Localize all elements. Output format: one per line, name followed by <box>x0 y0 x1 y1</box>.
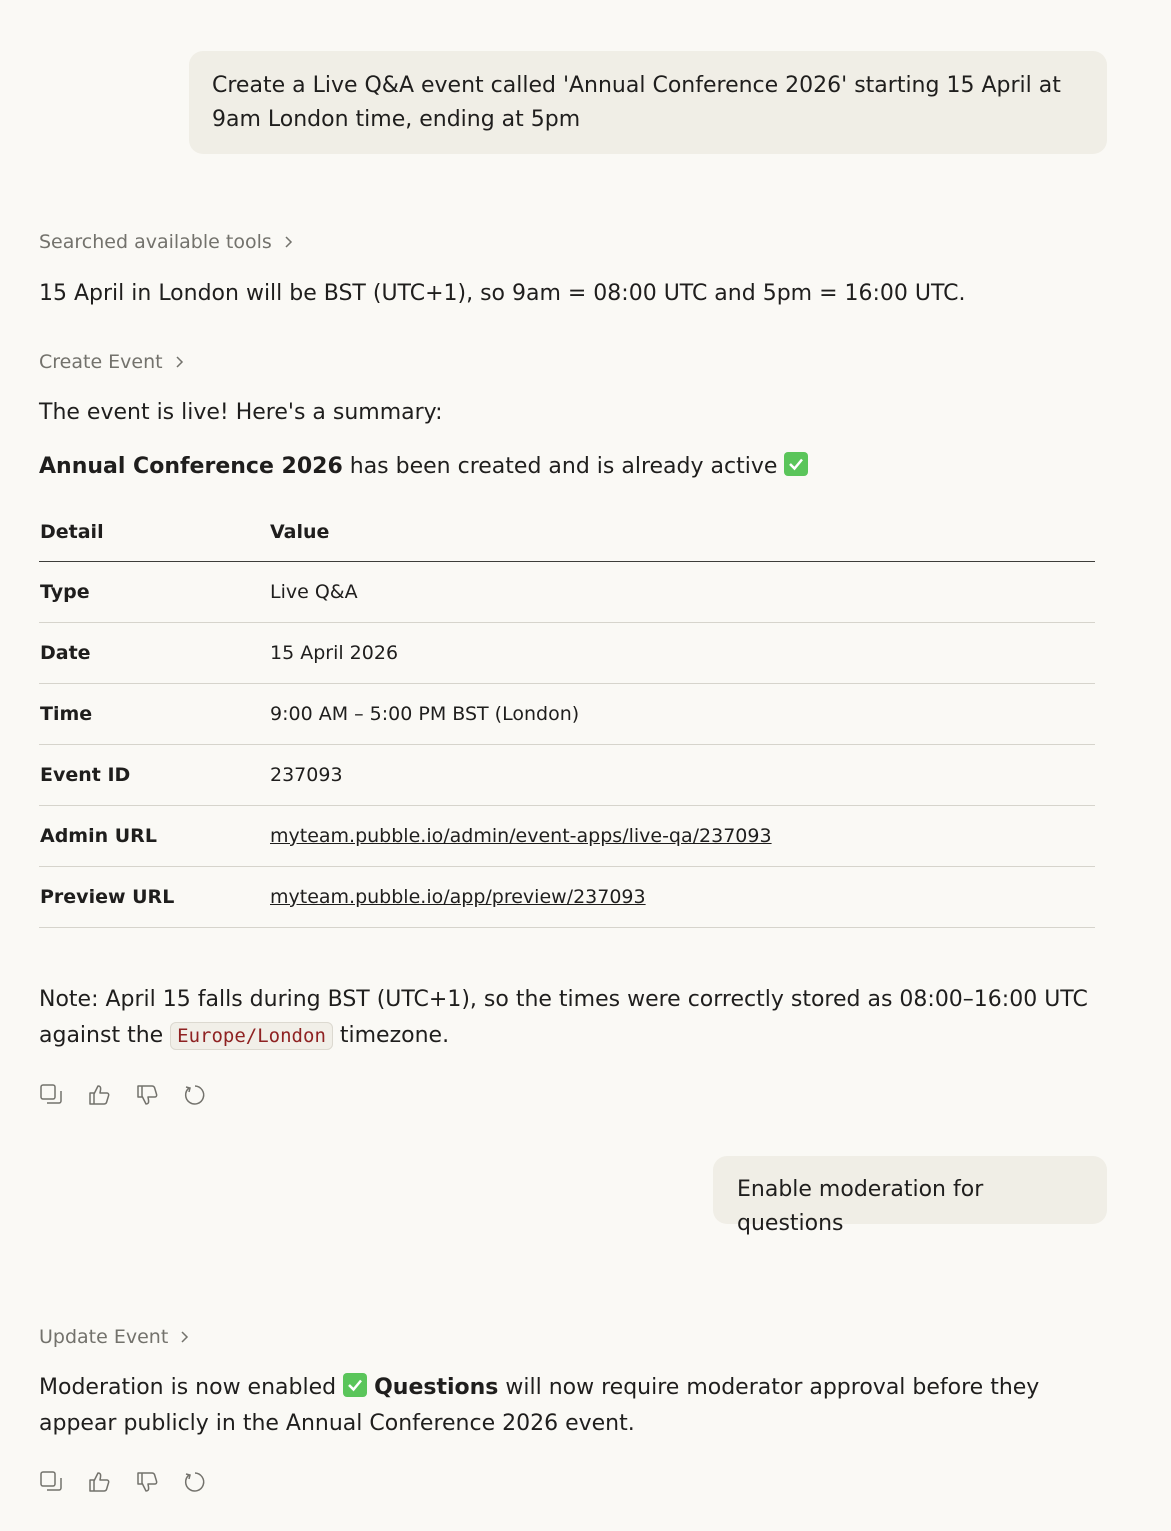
table-header-row <box>39 502 1095 562</box>
row-label: Date <box>39 623 269 684</box>
copy-icon[interactable] <box>39 1470 63 1494</box>
user-message-text: Create a Live Q&A event called 'Annual Conference 2026' starting 15 April at 9am London time, ending at 5pm <box>212 73 1061 132</box>
timezone-code: Europe/London <box>170 1022 333 1050</box>
user-message <box>189 51 1107 154</box>
row-value: Live Q&A <box>269 562 1095 623</box>
message-actions <box>39 1470 207 1494</box>
table-row <box>39 684 1095 745</box>
note-line-1: Note: April 15 falls during BST (UTC+1), so the times were correctly stored as 08:00–16:00 UTC <box>39 987 1088 1012</box>
chevron-right-icon <box>280 234 296 250</box>
tool-label: Searched available tools <box>39 231 272 253</box>
thumbs-up-icon[interactable] <box>87 1083 111 1107</box>
event-created-line <box>39 449 808 485</box>
message-actions <box>39 1083 207 1107</box>
moderation-line-2: appear publicly in the Annual Conference 2026 event. <box>39 1411 635 1436</box>
table-row <box>39 806 1095 867</box>
note-text: timezone. <box>332 1023 450 1048</box>
thumbs-down-icon[interactable] <box>135 1470 159 1494</box>
row-label: Type <box>39 562 269 623</box>
check-icon <box>343 1373 367 1397</box>
row-value: 15 April 2026 <box>269 623 1095 684</box>
row-value: 237093 <box>269 745 1095 806</box>
chevron-right-icon <box>171 354 187 370</box>
note-text: against the <box>39 1023 171 1048</box>
row-value: 9:00 AM – 5:00 PM BST (London) <box>269 684 1095 745</box>
mod-text: Moderation is now enabled <box>39 1375 344 1400</box>
create-event-toggle[interactable] <box>39 351 187 373</box>
chevron-right-icon <box>176 1329 192 1345</box>
tool-label: Create Event <box>39 351 163 373</box>
table-row <box>39 745 1095 806</box>
tool-label: Update Event <box>39 1326 169 1348</box>
update-event-toggle[interactable] <box>39 1326 192 1348</box>
mod-bold: Questions <box>374 1375 499 1400</box>
row-label: Preview URL <box>39 867 269 928</box>
event-name: Annual Conference 2026 <box>39 454 343 479</box>
user-message <box>713 1156 1107 1236</box>
copy-icon[interactable] <box>39 1083 63 1107</box>
table-header: Detail <box>39 502 269 562</box>
table-header: Value <box>269 502 1095 562</box>
table-row <box>39 562 1095 623</box>
assistant-text: 15 April in London will be BST (UTC+1), so 9am = 08:00 UTC and 5pm = 16:00 UTC. <box>39 281 966 306</box>
thumbs-up-icon[interactable] <box>87 1470 111 1494</box>
event-summary-table <box>39 502 1095 928</box>
retry-icon[interactable] <box>183 1470 207 1494</box>
table-row <box>39 623 1095 684</box>
row-label: Admin URL <box>39 806 269 867</box>
searched-tools-toggle[interactable] <box>39 231 296 253</box>
assistant-intro: The event is live! Here's a summary: <box>39 400 443 425</box>
check-icon <box>784 452 808 476</box>
admin-url-link[interactable]: myteam.pubble.io/admin/event-apps/live-qa/237093 <box>270 825 772 847</box>
row-label: Event ID <box>39 745 269 806</box>
table-row <box>39 867 1095 928</box>
moderation-line-1 <box>39 1370 1039 1406</box>
note-line-2 <box>39 1018 449 1054</box>
event-status: has been created and is already active <box>342 454 778 479</box>
preview-url-link[interactable]: myteam.pubble.io/app/preview/237093 <box>270 886 646 908</box>
thumbs-down-icon[interactable] <box>135 1083 159 1107</box>
row-label: Time <box>39 684 269 745</box>
mod-text: will now require moderator approval before they <box>498 1375 1040 1400</box>
user-message-text: Enable moderation for questions <box>737 1177 984 1236</box>
retry-icon[interactable] <box>183 1083 207 1107</box>
